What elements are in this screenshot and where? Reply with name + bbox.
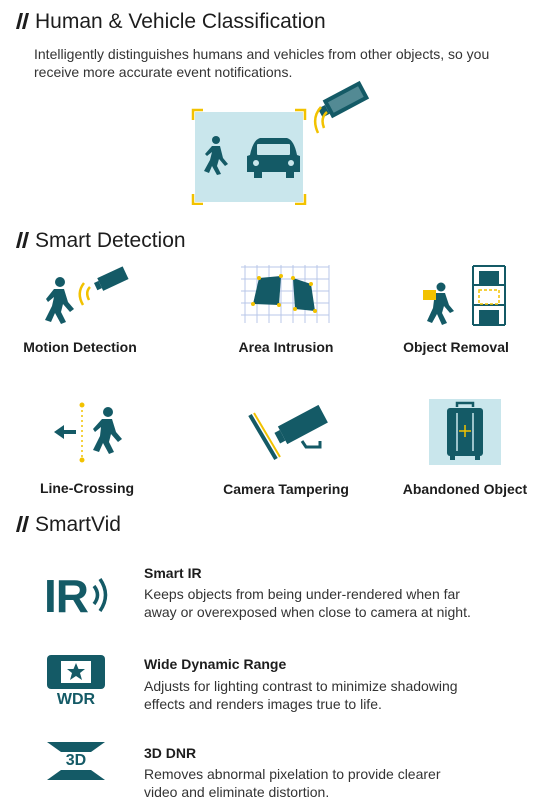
section-title-text: SmartVid (35, 513, 121, 536)
desc-line: Removes abnormal pixelation to provide clearer (144, 766, 441, 782)
section-title-smartvid (16, 513, 121, 537)
desc-line: away or overexposed when close to camera at night. (144, 604, 471, 620)
section-title-smart-detection (16, 229, 186, 253)
feature-desc-smart-ir (144, 585, 544, 621)
motion-detection-icon (40, 262, 130, 328)
label-line-crossing: Line-Crossing (39, 480, 135, 496)
smart-ir-icon (44, 568, 114, 624)
feature-title-3d-dnr: 3D DNR (144, 745, 197, 761)
section-title-human-vehicle (16, 10, 326, 34)
feature-desc-wdr (144, 677, 544, 713)
feature-title-smart-ir: Smart IR (144, 565, 202, 581)
title-slash-icon (16, 13, 30, 29)
ir-text: IR (44, 570, 88, 622)
section-title-text: Human & Vehicle Classification (35, 10, 326, 33)
title-slash-icon (16, 232, 30, 248)
label-abandoned-object: Abandoned Object (402, 481, 528, 497)
human-vehicle-illustration (190, 80, 390, 205)
title-slash-icon (16, 516, 30, 532)
feature-title-wdr: Wide Dynamic Range (144, 656, 287, 672)
label-motion-detection: Motion Detection (23, 339, 137, 355)
camera-tampering-icon (244, 403, 334, 463)
section-description (34, 45, 544, 81)
3d-text: 3D (65, 752, 87, 769)
3d-dnr-icon (47, 742, 105, 800)
abandoned-object-icon (429, 399, 501, 465)
label-object-removal: Object Removal (403, 339, 509, 355)
desc-line: Intelligently distinguishes humans and vehicles from other objects, so you (34, 46, 490, 62)
desc-line: Adjusts for lighting contrast to minimize shadowing (144, 678, 458, 694)
section-title-text: Smart Detection (35, 229, 186, 252)
line-crossing-icon (52, 400, 137, 464)
feature-desc-3d-dnr (144, 765, 544, 801)
desc-line: video and eliminate distortion. (144, 784, 330, 800)
object-removal-icon (420, 263, 510, 327)
desc-line: Keeps objects from being under-rendered when far (144, 586, 460, 602)
desc-line: receive more accurate event notifications. (34, 64, 293, 80)
wdr-icon (47, 655, 105, 710)
label-area-intrusion: Area Intrusion (238, 339, 334, 355)
wdr-text: WDR (56, 691, 96, 708)
desc-line: effects and renders images true to life. (144, 696, 382, 712)
label-camera-tampering: Camera Tampering (223, 481, 349, 497)
dnr-text: DNR (58, 781, 94, 798)
area-intrusion-icon (241, 265, 331, 325)
